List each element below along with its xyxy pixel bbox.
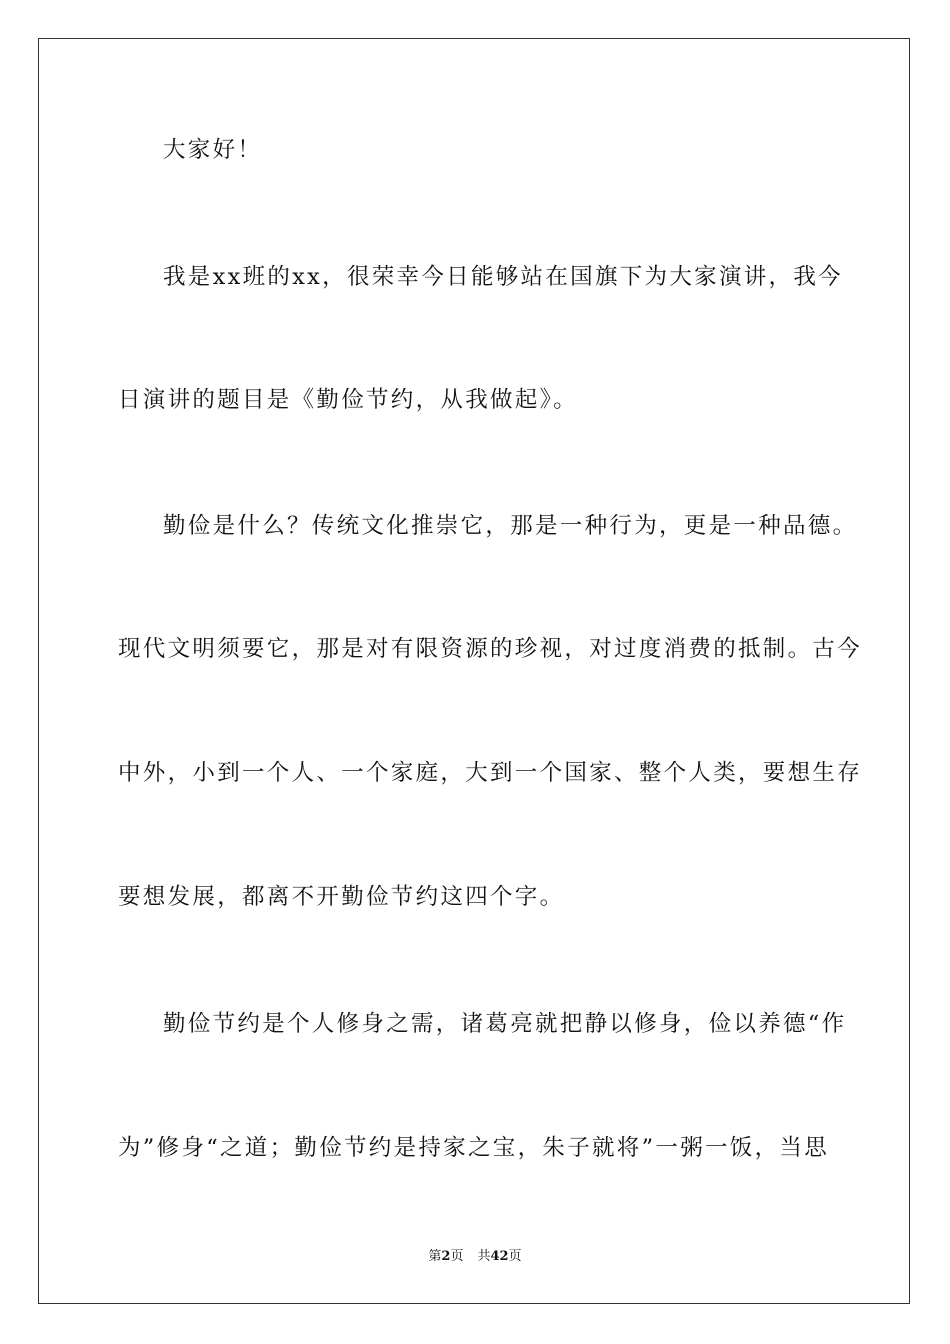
page-suffix: 页 [450, 1249, 464, 1264]
paragraph-line: 为”修身“之道；勤俭节约是持家之宝，朱子就将”一粥一饭，当思 [118, 1135, 830, 1161]
page-border [38, 38, 910, 1304]
paragraph-line: 中外，小到一个人、一个家庭，大到一个国家、整个人类，要想生存 [118, 760, 863, 786]
paragraph-line: 勤俭是什么？传统文化推崇它，那是一种行为，更是一种品德。 [163, 513, 858, 539]
paragraph-line: 现代文明须要它，那是对有限资源的珍视，对过度消费的抵制。古今 [118, 636, 863, 662]
paragraph-line: 日演讲的题目是《勤俭节约，从我做起》。 [118, 387, 578, 413]
total-pages: 42 [490, 1249, 509, 1264]
paragraph-line: 勤俭节约是个人修身之需，诸葛亮就把静以修身，俭以养德“作 [163, 1011, 847, 1037]
paragraph-line: 要想发展，都离不开勤俭节约这四个字。 [118, 884, 565, 910]
page-footer [0, 1248, 950, 1266]
page-prefix: 第 [428, 1249, 442, 1264]
total-prefix: 共 [477, 1249, 491, 1264]
page-number: 2 [441, 1249, 451, 1264]
paragraph-line: 我是xx班的xx，很荣幸今日能够站在国旗下为大家演讲，我今 [163, 264, 843, 290]
paragraph-greeting: 大家好！ [163, 137, 263, 163]
total-suffix: 页 [508, 1249, 522, 1264]
